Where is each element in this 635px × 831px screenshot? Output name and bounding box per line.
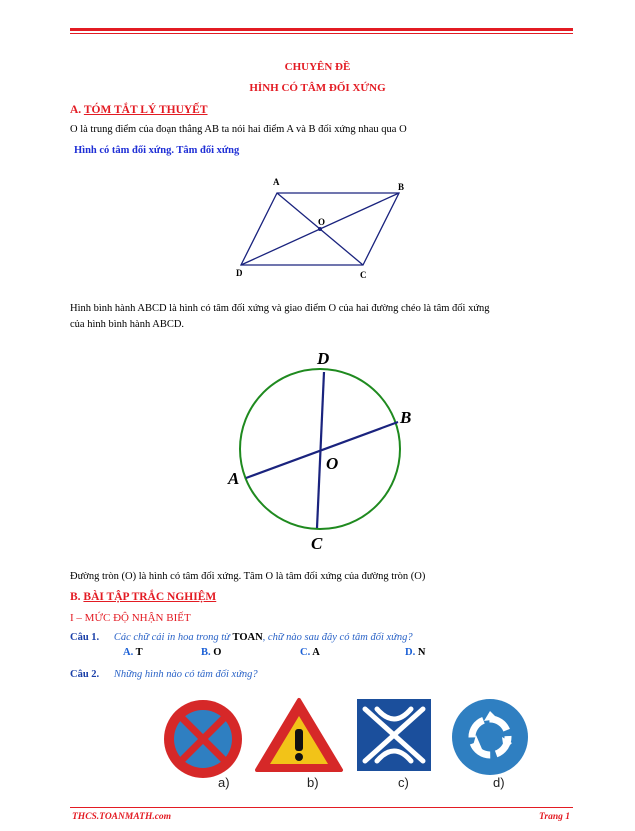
option-c[interactable] — [300, 647, 320, 658]
section-a-title: TÓM TẮT LÝ THUYẾT — [83, 104, 208, 116]
sign-a-label: a) — [218, 775, 230, 790]
label-a: A — [273, 177, 280, 187]
definition-line: O là trung điểm của đoạn thẳng AB ta nói hai điểm A và B đối xứng nhau qua O — [70, 124, 407, 135]
option-a-key: A. — [123, 647, 136, 658]
section-a-heading — [70, 104, 208, 116]
option-b[interactable] — [201, 647, 221, 658]
question-2 — [70, 669, 258, 680]
label-c: C — [360, 270, 367, 280]
label-o: O — [318, 217, 326, 227]
question-1-keyword: TOAN — [232, 632, 263, 643]
circle-paragraph: Đường tròn (O) là hình có tâm đối xứng. Tâm O là tâm đối xứng của đường tròn (O) — [70, 571, 426, 582]
level-heading: I – MỨC ĐỘ NHẬN BIẾT — [70, 612, 191, 624]
section-b-title: BÀI TẬP TRẮC NGHIỆM — [83, 591, 217, 603]
parallelogram-paragraph-line1: Hình bình hành ABCD là hình có tâm đối xứng và giao điểm O của hai đường chéo là tâm đối xứng — [70, 303, 490, 314]
question-2-text: Những hình nào có tâm đối xứng? — [113, 669, 258, 680]
option-d-key: D. — [405, 647, 418, 658]
footer-rule — [70, 807, 573, 808]
option-b-key: B. — [201, 647, 214, 658]
circle-figure — [220, 345, 420, 555]
sign-d-label: d) — [493, 775, 505, 790]
parallelogram-paragraph-line2: của hình bình hành ABCD. — [70, 319, 185, 330]
parallelogram-figure — [225, 172, 425, 284]
label-c: C — [311, 534, 323, 553]
warning-exclamation-sign-icon — [254, 697, 344, 773]
section-b-prefix: B. — [70, 591, 84, 603]
label-d: D — [236, 268, 243, 278]
label-b: B — [400, 408, 412, 427]
roundabout-sign-icon — [450, 697, 530, 777]
page-title-line2: HÌNH CÓ TÂM ĐỐI XỨNG — [249, 82, 386, 94]
option-a-value: T — [135, 647, 143, 658]
option-c-key: C. — [300, 647, 313, 658]
option-d[interactable] — [405, 647, 425, 658]
question-1-label: Câu 1. — [70, 632, 100, 643]
section-b-heading — [70, 591, 216, 603]
sign-c-label: c) — [398, 775, 409, 790]
option-b-value: O — [213, 647, 222, 658]
label-d: D — [317, 349, 330, 368]
sign-b-label: b) — [307, 775, 319, 790]
label-b: B — [398, 182, 405, 192]
subheading: Hình có tâm đối xứng. Tâm đối xứng — [74, 145, 240, 156]
footer-page-number: Trang 1 — [538, 812, 570, 822]
label-a: A — [228, 469, 240, 488]
center-point-o — [318, 227, 322, 231]
top-rule-thin — [70, 33, 573, 34]
question-1-text-after: , chữ nào sau đây có tâm đối xứng? — [262, 632, 413, 643]
label-o: O — [326, 454, 339, 473]
road-crossing-sign-icon — [357, 699, 431, 771]
question-1-text-before: Các chữ cái in hoa trong từ — [113, 632, 233, 643]
page-title-line1: CHUYÊN ĐỀ — [284, 61, 351, 73]
option-d-value: N — [417, 647, 426, 658]
section-a-prefix: A. — [70, 104, 84, 116]
no-stopping-sign-icon — [161, 697, 245, 781]
top-rule-thick — [70, 28, 573, 31]
question-1 — [70, 632, 413, 643]
footer-site[interactable]: THCS.TOANMATH.com — [72, 812, 172, 822]
option-c-value: A — [312, 647, 320, 658]
option-a[interactable] — [123, 647, 143, 658]
question-2-label: Câu 2. — [70, 669, 100, 680]
